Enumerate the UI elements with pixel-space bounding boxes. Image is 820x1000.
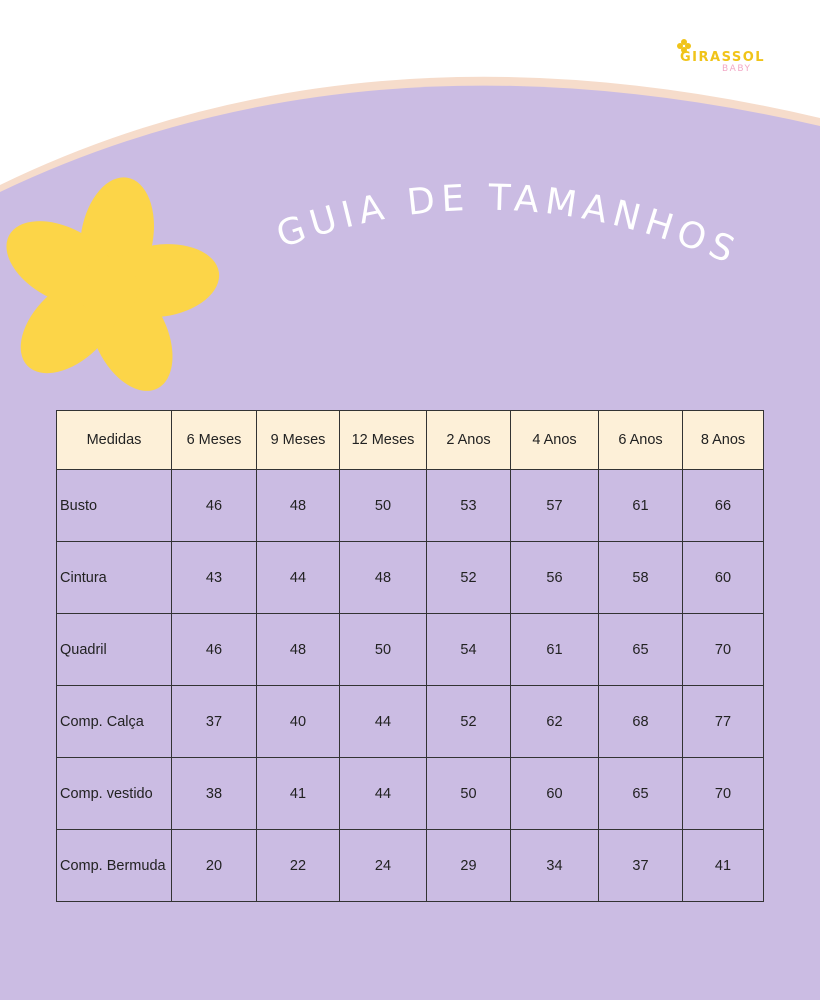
svg-text:GUIA DE TAMANHOS bbox=[271, 178, 745, 274]
table-cell: 56 bbox=[511, 542, 599, 614]
table-cell: 24 bbox=[340, 830, 427, 902]
table-cell: 46 bbox=[172, 614, 257, 686]
table-cell: 41 bbox=[683, 830, 764, 902]
row-label: Comp. Bermuda bbox=[57, 830, 172, 902]
table-cell: 48 bbox=[257, 614, 340, 686]
table-header: 6 Meses bbox=[172, 411, 257, 470]
table-cell: 68 bbox=[599, 686, 683, 758]
table-cell: 70 bbox=[683, 614, 764, 686]
table-row bbox=[57, 542, 764, 614]
table-cell: 77 bbox=[683, 686, 764, 758]
table-cell: 54 bbox=[427, 614, 511, 686]
table-cell: 43 bbox=[172, 542, 257, 614]
table-cell: 65 bbox=[599, 614, 683, 686]
table-cell: 52 bbox=[427, 542, 511, 614]
table-cell: 37 bbox=[599, 830, 683, 902]
table-cell: 50 bbox=[340, 614, 427, 686]
table-cell: 53 bbox=[427, 470, 511, 542]
table-header: 6 Anos bbox=[599, 411, 683, 470]
size-table bbox=[56, 410, 764, 902]
logo-text-main: GIRASSOL bbox=[680, 50, 766, 65]
table-cell: 44 bbox=[340, 686, 427, 758]
row-label: Comp. Calça bbox=[57, 686, 172, 758]
table-cell: 44 bbox=[257, 542, 340, 614]
table-cell: 52 bbox=[427, 686, 511, 758]
table-cell: 48 bbox=[340, 542, 427, 614]
table-cell: 34 bbox=[511, 830, 599, 902]
logo-text-sub: BABY bbox=[722, 64, 752, 74]
table-header: 2 Anos bbox=[427, 411, 511, 470]
table-cell: 46 bbox=[172, 470, 257, 542]
page-title bbox=[0, 0, 820, 300]
table-cell: 48 bbox=[257, 470, 340, 542]
table-row bbox=[57, 686, 764, 758]
table-row bbox=[57, 470, 764, 542]
row-label: Comp. vestido bbox=[57, 758, 172, 830]
table-header: 12 Meses bbox=[340, 411, 427, 470]
table-header-row bbox=[57, 411, 764, 470]
table-cell: 20 bbox=[172, 830, 257, 902]
table-cell: 50 bbox=[427, 758, 511, 830]
page-title-text: GUIA DE TAMANHOS bbox=[271, 177, 746, 274]
table-cell: 37 bbox=[172, 686, 257, 758]
table-cell: 61 bbox=[511, 614, 599, 686]
row-label: Quadril bbox=[57, 614, 172, 686]
table-cell: 66 bbox=[683, 470, 764, 542]
table-row bbox=[57, 758, 764, 830]
table-cell: 58 bbox=[599, 542, 683, 614]
table-header: 4 Anos bbox=[511, 411, 599, 470]
table-cell: 62 bbox=[511, 686, 599, 758]
table-cell: 40 bbox=[257, 686, 340, 758]
table-cell: 50 bbox=[340, 470, 427, 542]
table-cell: 44 bbox=[340, 758, 427, 830]
table-cell: 61 bbox=[599, 470, 683, 542]
table-cell: 41 bbox=[257, 758, 340, 830]
table-header: 9 Meses bbox=[257, 411, 340, 470]
table-cell: 60 bbox=[683, 542, 764, 614]
table-cell: 70 bbox=[683, 758, 764, 830]
table-cell: 57 bbox=[511, 470, 599, 542]
row-label: Busto bbox=[57, 470, 172, 542]
table-row bbox=[57, 614, 764, 686]
table-header: Medidas bbox=[57, 411, 172, 470]
table-cell: 22 bbox=[257, 830, 340, 902]
table-row bbox=[57, 830, 764, 902]
table-header: 8 Anos bbox=[683, 411, 764, 470]
table-cell: 65 bbox=[599, 758, 683, 830]
row-label: Cintura bbox=[57, 542, 172, 614]
table-cell: 29 bbox=[427, 830, 511, 902]
table-cell: 60 bbox=[511, 758, 599, 830]
table-cell: 38 bbox=[172, 758, 257, 830]
